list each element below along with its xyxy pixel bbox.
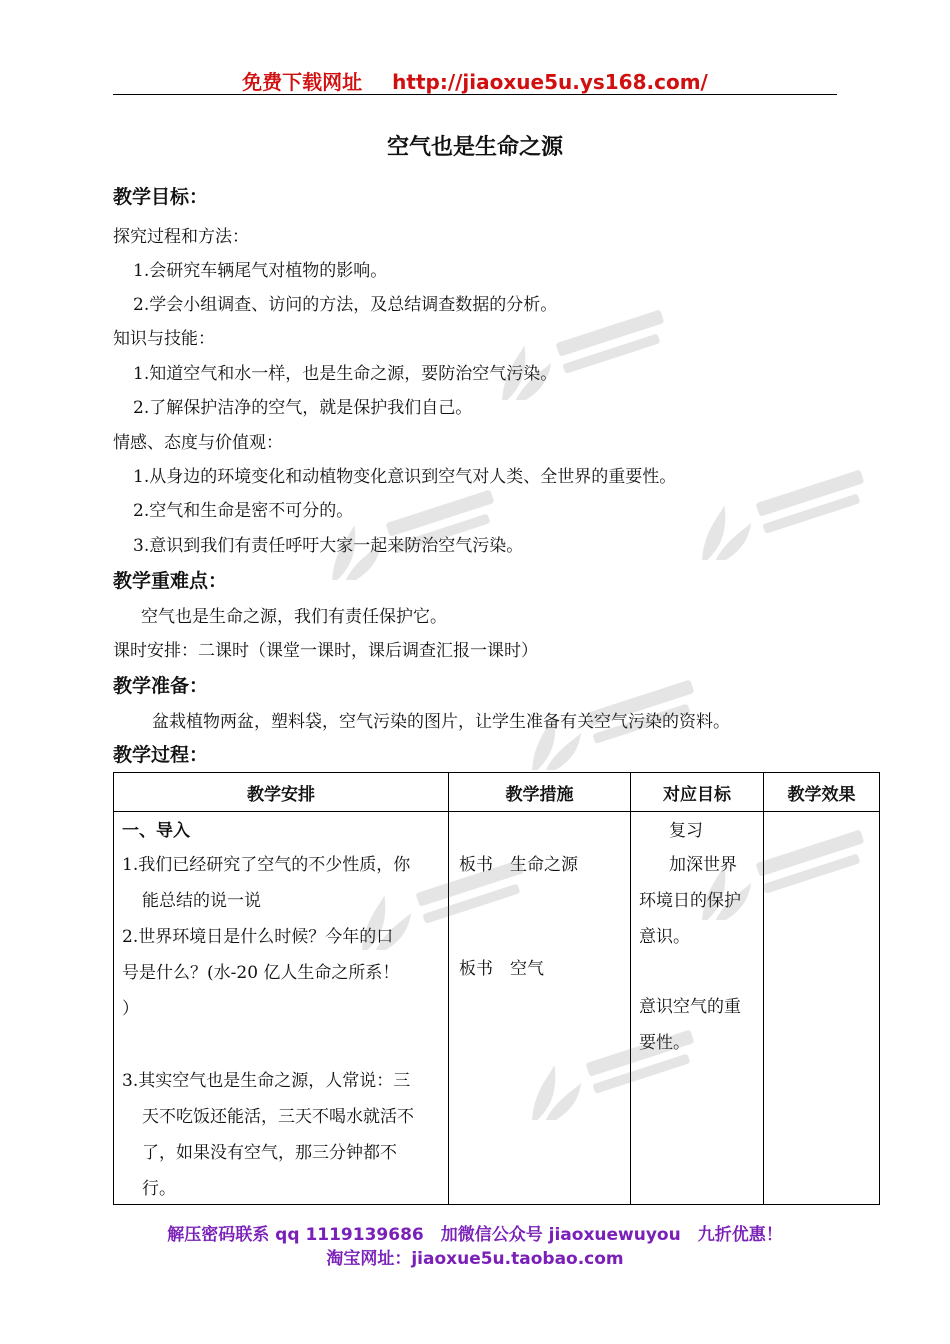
objective-item: 2.空气和生命是密不可分的。 [133,501,354,521]
goal-line: 意识。 [639,927,690,947]
knowledge-skill-label: 知识与技能： [113,329,215,349]
objectives-heading: 教学目标： [113,186,209,208]
arrangement-line: 了，如果没有空气，那三分钟都不 [142,1143,397,1163]
objective-item: 1.知道空气和水一样，也是生命之源，要防治空气污染。 [133,364,558,384]
objective-item: 1.会研究车辆尾气对植物的影响。 [133,261,388,281]
goals-cell [631,812,764,1205]
arrangement-line: 3.其实空气也是生命之源，人常说：三 [122,1071,411,1091]
goal-line: 意识空气的重 [639,997,741,1017]
goal-line: 加深世界 [669,855,737,875]
section-title: 一、导入 [122,821,190,841]
arrangement-line: 行。 [142,1179,176,1199]
goal-line: 复习 [669,821,703,841]
page-title: 空气也是生命之源 [386,135,563,160]
watermark-logo-icon [670,470,880,560]
arrangement-line: 号是什么？(水-20 亿人生命之所系！ [122,963,400,983]
key-points-text: 空气也是生命之源，我们有责任保护它。 [141,607,447,627]
column-header: 教学措施 [449,773,631,812]
objective-item: 3.意识到我们有责任呼吁大家一起来防治空气污染。 [133,536,524,556]
arrangement-line: 能总结的说一说 [142,891,261,911]
column-header: 教学安排 [114,773,449,812]
header-divider [113,94,837,95]
header-url-link[interactable]: http://jiaoxue5u.ys168.com/ [392,70,708,94]
teaching-process-table [113,772,880,1205]
preparation-text: 盆栽植物两盆，塑料袋，空气污染的图片，让学生准备有关空气污染的资料。 [152,712,730,732]
objective-item: 2.学会小组调查、访问的方法，及总结调查数据的分析。 [133,295,558,315]
table-header-row [114,773,880,812]
arrangement-cell [114,812,449,1205]
preparation-heading: 教学准备： [113,675,209,697]
header-label: 免费下载网址 [242,70,363,94]
download-header [0,66,950,95]
schedule-text: 课时安排：二课时（课堂一课时，课后调查汇报一课时） [113,641,538,661]
process-heading: 教学过程： [113,744,209,766]
arrangement-line: ） [122,999,139,1019]
table-row [114,812,880,1205]
measure-item: 板书 生命之源 [459,855,578,875]
emotion-attitude-label: 情感、态度与价值观： [113,433,283,453]
measure-item: 板书 空气 [459,959,544,979]
column-header: 对应目标 [631,773,764,812]
watermark-logo-icon [470,310,680,400]
key-points-heading: 教学重难点： [113,570,228,592]
arrangement-line: 1.我们已经研究了空气的不少性质，你 [122,855,411,875]
footer-shop-link[interactable]: 淘宝网址：jiaoxue5u.taobao.com [326,1249,624,1269]
arrangement-line: 2.世界环境日是什么时候？今年的口 [122,927,394,947]
objective-item: 2.了解保护洁净的空气，就是保护我们自己。 [133,398,473,418]
footer-contact: 解压密码联系 qq 1119139686 加微信公众号 jiaoxuewuyou 九折优惠！ [167,1225,783,1245]
column-header: 教学效果 [764,773,880,812]
process-method-label: 探究过程和方法： [113,227,249,247]
goal-line: 要性。 [639,1033,690,1053]
goal-line: 环境日的保护 [639,891,741,911]
objective-item: 1.从身边的环境变化和动植物变化意识到空气对人类、全世界的重要性。 [133,467,677,487]
measures-cell [449,812,631,1205]
arrangement-line: 天不吃饭还能活，三天不喝水就活不 [142,1107,414,1127]
effect-cell [764,812,880,1205]
